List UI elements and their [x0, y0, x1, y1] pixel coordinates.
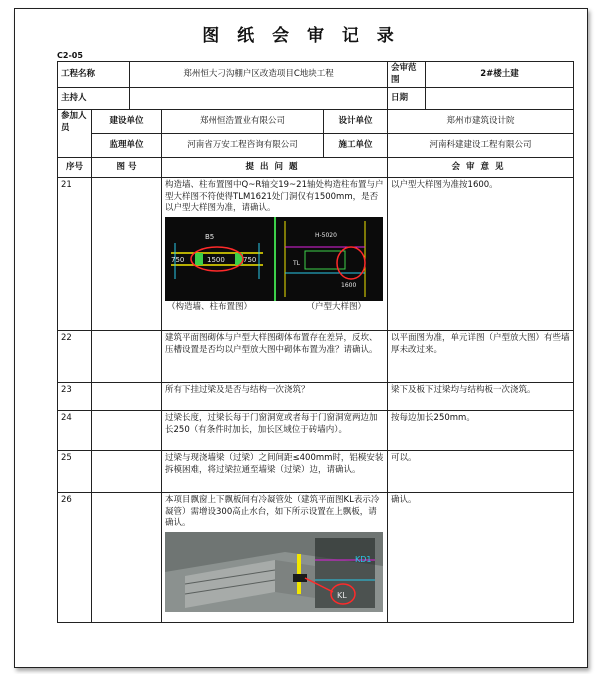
- form-code: C2-05: [57, 51, 83, 60]
- header-row-host: [58, 88, 574, 110]
- col-drawing-header: 图 号: [92, 158, 162, 178]
- table-row: [58, 331, 574, 383]
- host-value: [130, 88, 388, 110]
- row-opinion: 确认。: [388, 493, 574, 623]
- designer-value: 郑州市建筑设计院: [388, 110, 574, 134]
- render-svg: [165, 532, 383, 612]
- row-issue-cell: [162, 493, 388, 623]
- scope-label: 会审范围: [388, 62, 426, 88]
- row-issue: 过梁与现浇墙梁（过梁）之间间距≤400mm时，铝模安装拆模困难，将过梁拉通至墙梁（过梁）边，请确认。: [162, 451, 388, 493]
- supervisor-value: 河南省万安工程咨询有限公司: [162, 134, 324, 158]
- cad-label-b5: B5: [205, 232, 215, 241]
- render-label-kl: KL: [337, 590, 347, 600]
- project-name-value: 郑州恒大刁沟棚户区改造项目C地块工程: [130, 62, 388, 88]
- row-no: 21: [58, 178, 92, 331]
- row-issue: 所有下挂过梁及是否与结构一次浇筑？: [162, 383, 388, 411]
- row-drawing: [92, 411, 162, 451]
- row-no: 26: [58, 493, 92, 623]
- scope-value: 2#楼土建: [426, 62, 574, 88]
- host-label: 主持人: [58, 88, 130, 110]
- participants-row-2: [58, 134, 574, 158]
- caption-right: （户型大样图）: [306, 301, 367, 312]
- row-opinion: 按每边加长250mm。: [388, 411, 574, 451]
- row-no: 22: [58, 331, 92, 383]
- row-drawing: [92, 178, 162, 331]
- participants-row-1: [58, 110, 574, 134]
- cad-label-dim-mid: 1500: [207, 255, 225, 264]
- row-issue: 本项目飘窗上下飘板间有冷凝管处（建筑平面图KL表示冷凝管）需增设300高止水台，如下所示设置在上飘板，请确认。: [165, 495, 380, 528]
- contractor-value: 河南科建建设工程有限公司: [388, 134, 574, 158]
- cad-drawing-svg: [165, 217, 383, 301]
- cad-drawing-image: [165, 217, 383, 301]
- col-issue-header: 提出问题: [162, 158, 388, 178]
- row-opinion: 以户型大样图为准按1600。: [388, 178, 574, 331]
- table-row: [58, 383, 574, 411]
- date-value: [426, 88, 574, 110]
- cad-label-tl: TL: [293, 259, 301, 267]
- review-record-table: [57, 61, 574, 623]
- table-row: [58, 493, 574, 623]
- header-row-project: [58, 62, 574, 88]
- row-issue: 建筑平面图砌体与户型大样图砌体布置存在差异，反坎、压槽设置是否均以户型放大图中砌体布置为准？请确认。: [162, 331, 388, 383]
- cad-label-dim-left: 750: [171, 255, 185, 264]
- row-drawing: [92, 451, 162, 493]
- supervisor-label: 监理单位: [92, 134, 162, 158]
- cad-label-dim-right: 750: [243, 255, 257, 264]
- column-header-row: [58, 158, 574, 178]
- cad-label-1600: 1600: [341, 281, 357, 289]
- row-opinion: 梁下及板下过梁均与结构板一次浇筑。: [388, 383, 574, 411]
- table-row: [58, 411, 574, 451]
- row-drawing: [92, 383, 162, 411]
- date-label: 日期: [388, 88, 426, 110]
- contractor-label: 施工单位: [324, 134, 388, 158]
- caption-left: （构造墙、柱布置图）: [167, 301, 253, 312]
- row-issue: 构造墙、柱布置图中Q~R轴交19~21轴处构造柱布置与户型大样图不符使得TLM1621处门洞仅有1500mm，是否以户型大样图为准，请确认。: [165, 180, 384, 213]
- row-opinion: 以平面图为准，单元详图（户型放大图）有些墙厚未改过来。: [388, 331, 574, 383]
- designer-label: 设计单位: [324, 110, 388, 134]
- row-issue: 过梁长度，过梁长每于门窗洞宽或者每于门窗洞宽两边加长250（有条件时加长，加长区域位于砖墙内）。: [162, 411, 388, 451]
- row-no: 25: [58, 451, 92, 493]
- table-row: [58, 451, 574, 493]
- col-no-header: 序号: [58, 158, 92, 178]
- figure-captions: [165, 302, 384, 314]
- render-image: [165, 532, 383, 612]
- row-issue-cell: [162, 178, 388, 331]
- participants-label: 参加人员: [58, 110, 92, 158]
- owner-value: 郑州恒浩置业有限公司: [162, 110, 324, 134]
- row-drawing: [92, 493, 162, 623]
- document-page: [14, 8, 588, 668]
- col-opinion-header: 会审意见: [388, 158, 574, 178]
- document-title: 图 纸 会 审 记 录: [202, 26, 400, 46]
- row-drawing: [92, 331, 162, 383]
- cad-label-h5020: H-5020: [315, 231, 337, 239]
- row-no: 24: [58, 411, 92, 451]
- project-name-label: 工程名称: [58, 62, 130, 88]
- render-label-kd1: KD1: [355, 554, 372, 564]
- owner-label: 建设单位: [92, 110, 162, 134]
- row-no: 23: [58, 383, 92, 411]
- table-row: [58, 178, 574, 331]
- row-opinion: 可以。: [388, 451, 574, 493]
